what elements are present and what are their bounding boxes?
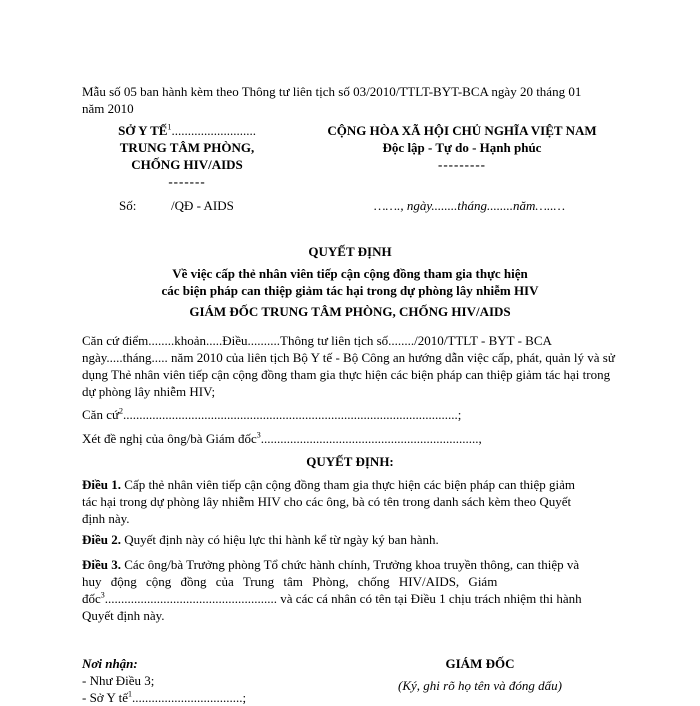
article-3-line3: đốc$^3$..................................................... và các cá nhân có tên tại Điều 1 chịu trách nhiệm thi hành — [82, 590, 582, 606]
article-1-line1: Điều 1. Cấp thẻ nhân viên tiếp cận cộng đồng tham gia thực hiện các biện pháp can thiệp giảm — [82, 477, 575, 492]
recipients-label: Nơi nhận: — [82, 656, 138, 671]
can-cu-line: Căn cứ$^2$.......................................................................................................; — [82, 406, 462, 422]
header-note — [82, 83, 642, 117]
date-line: ……., ngày........tháng........năm…..… — [374, 198, 566, 213]
left-header — [82, 122, 292, 190]
center-name-line2: CHỐNG HIV/AIDS — [131, 157, 243, 172]
title-block — [82, 243, 618, 320]
subject-line1: Về việc cấp thẻ nhân viên tiếp cận cộng đồng tham gia thực hiện — [172, 266, 528, 281]
subject-line2: các biện pháp can thiệp giảm tác hại trong dự phòng lây nhiễm HIV — [161, 283, 539, 298]
header-note-line1: Mẫu số 05 ban hành kèm theo Thông tư liên tịch số 03/2010/TTLT-BYT-BCA ngày 20 tháng 01 — [82, 84, 582, 99]
number-label: Số: — [119, 198, 137, 213]
motto: Độc lập - Tự do - Hạnh phúc — [382, 140, 542, 155]
recipient-item-2: - Sở Y tế$^1$..................................; — [82, 689, 247, 705]
org-line: SỞ Y TẾ$^1$.......................... — [118, 122, 256, 138]
recipients — [82, 655, 342, 706]
basis-line3: dụng Thẻ nhân viên tiếp cận cộng đồng tham gia thực hiện các biện pháp can thiệp giảm tác hại trong — [82, 367, 611, 382]
basis-paragraph — [82, 332, 618, 400]
article-1 — [82, 476, 618, 527]
signature-note: (Ký, ghi rõ họ tên và đóng dấu) — [398, 678, 562, 693]
left-separator: ------- — [168, 174, 206, 189]
right-separator: --------- — [438, 157, 486, 172]
right-header — [272, 122, 652, 173]
article-3-line4: Quyết định này. — [82, 608, 165, 623]
recipient-item-1: - Như Điều 3; — [82, 673, 155, 688]
basis-line1: Căn cứ điểm........khoản.....Điều..........Thông tư liên tịch số......../2010/TTLT - BYT - BCA — [82, 333, 552, 348]
article-3-line1: Điều 3. Các ông/bà Trưởng phòng Tổ chức hành chính, Trưởng khoa truyền thông, can thiệp và — [82, 557, 580, 572]
country-name: CỘNG HÒA XÃ HỘI CHỦ NGHĨA VIỆT NAM — [327, 123, 597, 138]
decision-heading: QUYẾT ĐỊNH: — [306, 454, 394, 469]
article-1-line2: tác hại trong dự phòng lây nhiễm HIV cho các ông, bà có tên trong danh sách kèm theo Quyết — [82, 494, 572, 509]
article-2: Điều 2. Quyết định này có hiệu lực thi hành kể từ ngày ký ban hành. — [82, 532, 439, 547]
article-1-line3: định này. — [82, 511, 130, 526]
xet-de-nghi-line: Xét đề nghị của ông/bà Giám đốc$^3$..................................................................., — [82, 430, 482, 446]
authority-line: GIÁM ĐỐC TRUNG TÂM PHÒNG, CHỐNG HIV/AIDS — [189, 304, 511, 319]
basis-line4: dự phòng lây nhiễm HIV; — [82, 384, 216, 399]
article-3 — [82, 556, 618, 624]
document-title: QUYẾT ĐỊNH — [308, 244, 392, 259]
signature-title: GIÁM ĐỐC — [445, 656, 515, 671]
number-suffix: /QĐ - AIDS — [171, 198, 234, 213]
basis-line2: ngày.....tháng..... năm 2010 của liên tịch Bộ Y tế - Bộ Công an hướng dẫn việc cấp, phát, quản lý và sử — [82, 350, 615, 365]
center-name-line1: TRUNG TÂM PHÒNG, — [119, 140, 255, 155]
article-3-line2: huy động cộng đồng của Trung tâm Phòng, chống HIV/AIDS, Giám — [82, 574, 498, 589]
header-note-line2: năm 2010 — [82, 101, 134, 116]
signature-block — [360, 655, 600, 694]
